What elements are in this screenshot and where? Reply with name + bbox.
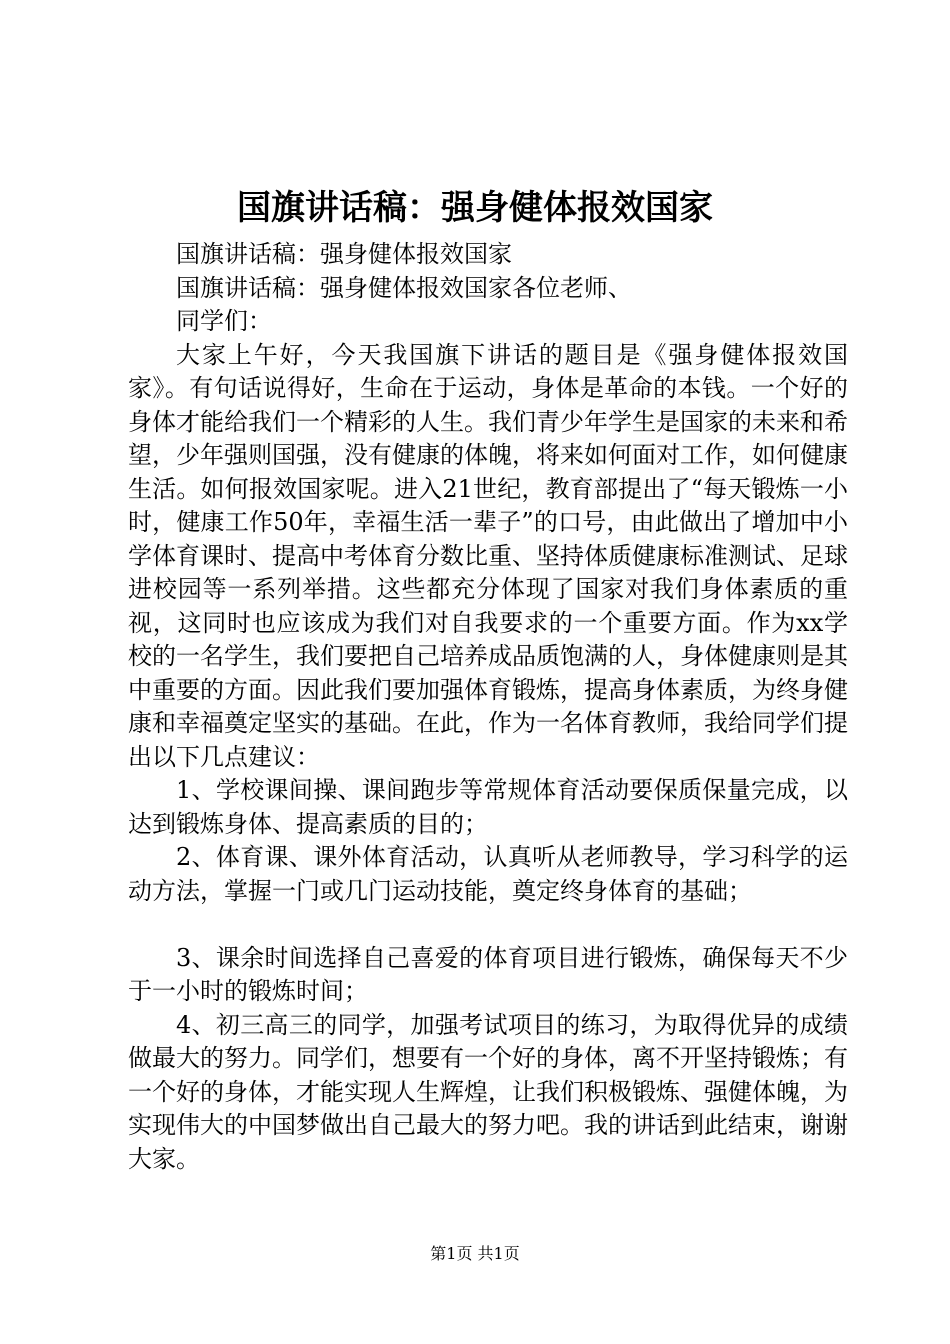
document-body [128,238,848,1176]
paragraph-suggestion-4: 4、初三高三的同学，加强考试项目的练习，为取得优异的成绩做最大的努力。同学们，想要有一个好的身体，离不开坚持锻炼；有一个好的身体，才能实现人生辉煌，让我们积极锻炼、强健体魄，为实现伟大的中国梦做出自己最大的努力吧。我的讲话到此结束，谢谢大家。 [128,1010,848,1173]
paragraph-suggestion-3: 3、课余时间选择自己喜爱的体育项目进行锻炼，确保每天不少于一小时的锻炼时间； [128,943,848,1005]
paragraph-greeting-line: 国旗讲话稿：强身健体报效国家各位老师、 [176,273,632,302]
paragraph-main: 大家上午好，今天我国旗下讲话的题目是《强身健体报效国家》。有句话说得好，生命在于运动，身体是革命的本钱。一个好的身体才能给我们一个精彩的人生。我们青少年学生是国家的未来和希望，少年强则国强，没有健康的体魄，将来如何面对工作，如何健康生活。如何报效国家呢。进入21世纪，教育部提出了“每天锻炼一小时，健康工作50年，幸福生活一辈子”的口号，由此做出了增加中小学体育课时、提高中考体育分数比重、坚持体质健康标准测试、足球进校园等一系列举措。这些都充分体现了国家对我们身体素质的重视，这同时也应该成为我们对自我要求的一个重要方面。作为xx学校的一名学生，我们要把自己培养成品质饱满的人，身体健康则是其中重要的方面。因此我们要加强体育锻炼，提高身体素质，为终身健康和幸福奠定坚实的基础。在此，作为一名体育教师，我给同学们提出以下几点建议： [128,340,848,771]
paragraph-salutation: 同学们： [176,307,272,335]
page-footer: 第1页 共1页 [430,1244,520,1263]
document-title: 国旗讲话稿：强身健体报效国家 [237,188,713,228]
paragraph-spacer [128,908,848,942]
paragraph-suggestion-2: 2、体育课、课外体育活动，认真听从老师教导，学习科学的运动方法，掌握一门或几门运动技能，奠定终身体育的基础； [128,843,848,905]
paragraph-suggestion-1: 1、学校课间操、课间跑步等常规体育活动要保质保量完成，以达到锻炼身体、提高素质的目的； [128,776,848,838]
paragraph-subtitle: 国旗讲话稿：强身健体报效国家 [176,240,512,268]
